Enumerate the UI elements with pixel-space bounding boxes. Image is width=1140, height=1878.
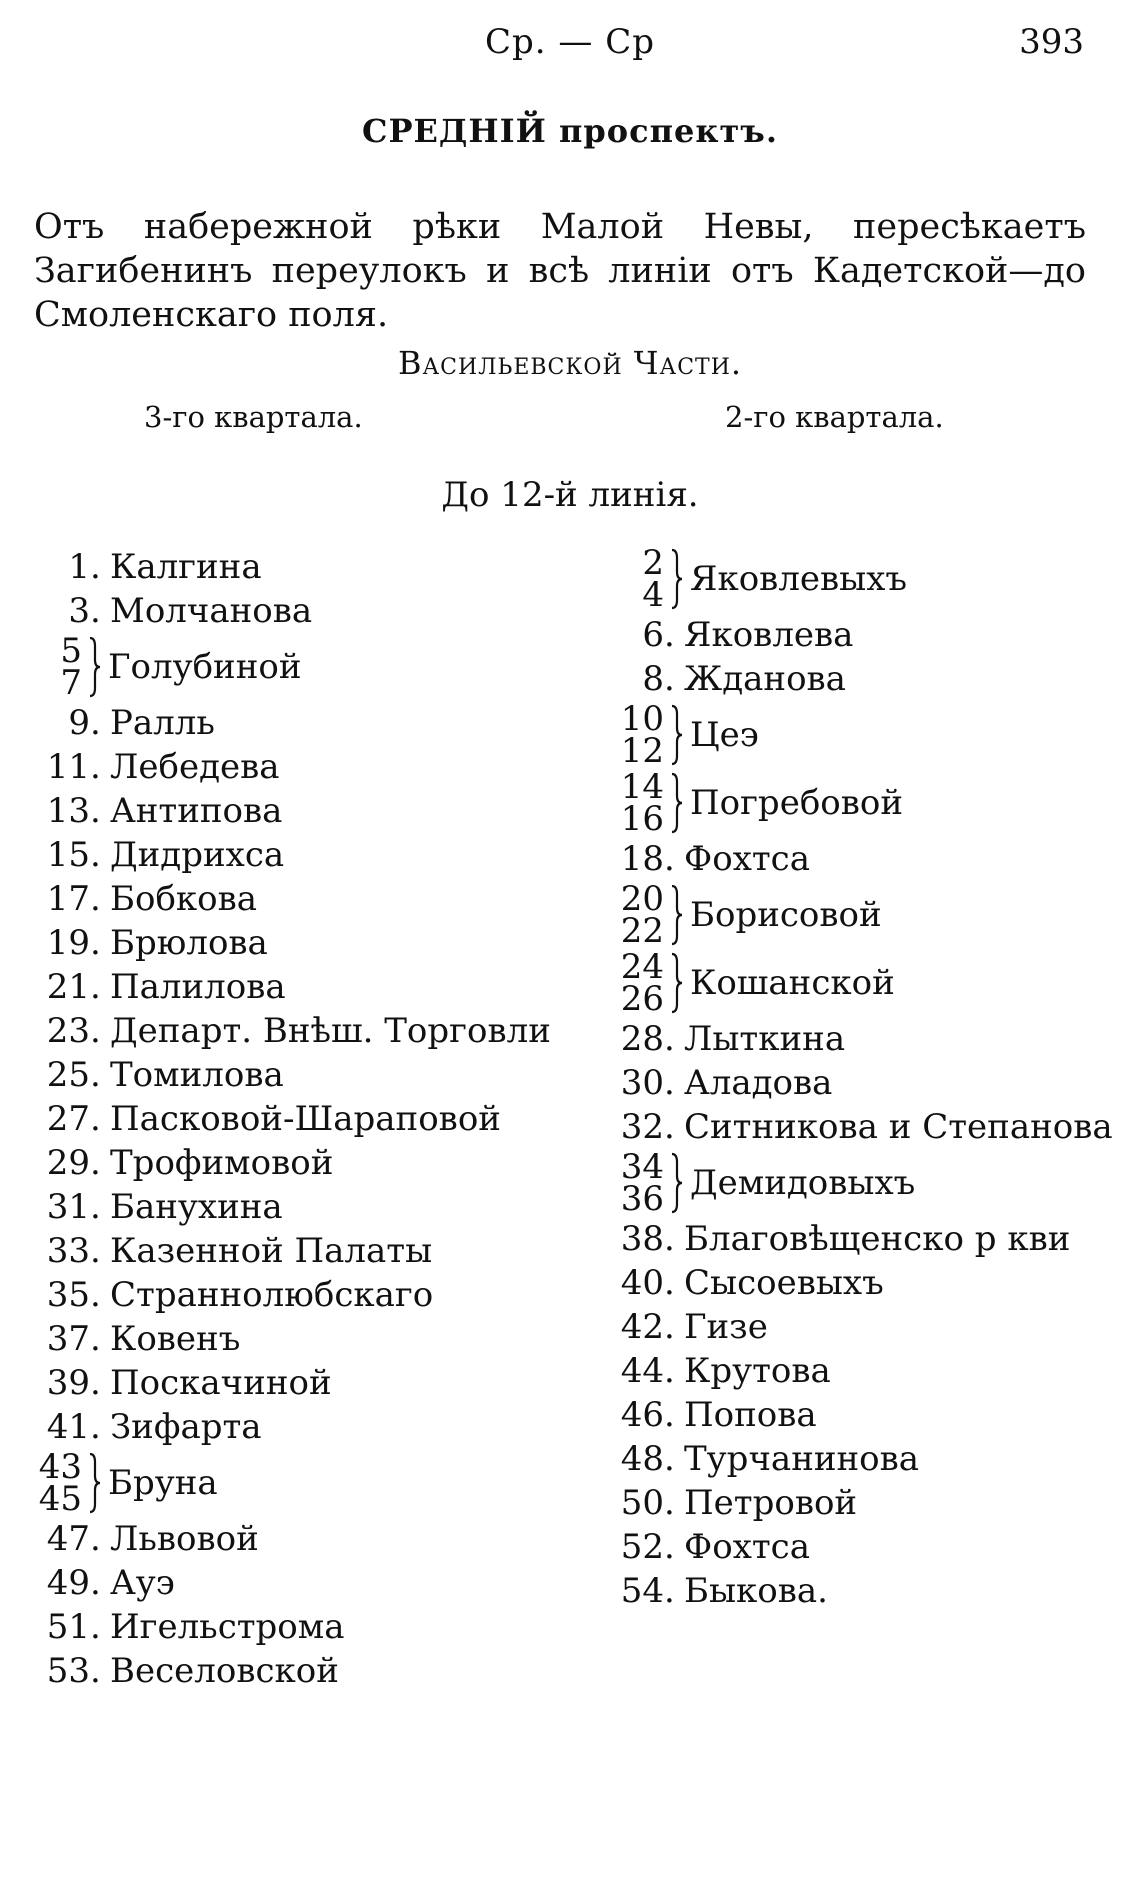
number-period: . [664,1263,675,1303]
house-number: 10 [620,699,664,739]
owner-name: Пасковой-Шараповой [110,1099,501,1139]
number-period: . [90,1319,101,1359]
house-entry [30,1361,590,1405]
house-entry [600,657,1120,701]
house-entry [600,1525,1120,1569]
number-period: . [90,1143,101,1183]
running-head-title: Ср. — Ср [485,22,655,62]
number-period: . [664,1483,675,1523]
house-number: 21 [46,967,90,1007]
house-entry [30,1517,590,1561]
owner-name: Фохтса [684,839,810,879]
owner-name: Ауэ [110,1563,175,1603]
house-entry [600,1393,1120,1437]
house-number: 20 [620,879,664,919]
grouped-house-entry [30,633,590,701]
number-period: . [90,791,101,831]
owner-name: Сысоевыхъ [684,1263,884,1303]
owner-name: Антипова [110,791,283,831]
brace [668,548,684,610]
house-numbers [30,1447,82,1519]
house-number: 9 [68,703,90,743]
owner-name: Демидовыхъ [690,1163,916,1203]
house-entry [600,1569,1120,1613]
house-numbers [600,543,664,615]
house-numbers [600,879,664,951]
house-entry [30,589,590,633]
number-period: . [664,1351,675,1391]
owner-name: Игельстрома [110,1607,345,1647]
number-period: . [90,547,101,587]
house-entry [30,1405,590,1449]
house-numbers [30,631,82,703]
house-number: 14 [620,767,664,807]
number-period: . [90,835,101,875]
curly-brace-icon [668,952,684,1014]
house-number: 25 [46,1055,90,1095]
number-period: . [90,967,101,1007]
street-description: Отъ набережной рѣки Малой Невы, пересѣкаетъ Загибенинъ переулокъ и всѣ линіи отъ Кадетской—до Смоленскаго поля. [34,207,1086,335]
owner-name: Львовой [110,1519,259,1559]
house-number: 8 [642,659,664,699]
house-entry [30,877,590,921]
number-period: . [664,1527,675,1567]
number-period: . [664,659,675,699]
brace [668,1152,684,1214]
number-period: . [90,1563,101,1603]
house-numbers [600,947,664,1019]
house-number: 23 [46,1011,90,1051]
house-number: 13 [46,791,90,831]
number-period: . [664,1107,675,1147]
number-period: . [664,1307,675,1347]
house-entry [30,1229,590,1273]
house-number: 15 [46,835,90,875]
number-period: . [90,703,101,743]
house-entry [600,1017,1120,1061]
owner-name: Ситникова и Степанова [684,1107,1113,1147]
number-period: . [90,1231,101,1271]
owner-name: Яковлевыхъ [690,559,908,599]
number-period: . [90,923,101,963]
curly-brace-icon [668,548,684,610]
grouped-house-entry [600,949,1120,1017]
house-number: 7 [60,663,82,703]
house-number: 52 [620,1527,664,1567]
house-number: 30 [620,1063,664,1103]
owner-name: Петровой [684,1483,858,1523]
house-number: 1 [68,547,90,587]
house-number: 33 [46,1231,90,1271]
brace [86,1452,102,1514]
number-period: . [90,591,101,631]
house-entry [30,921,590,965]
house-number: 12 [620,731,664,771]
house-entry [600,613,1120,657]
owner-name: Ралль [110,703,215,743]
house-entry [30,1605,590,1649]
house-number: 27 [46,1099,90,1139]
house-number: 46 [620,1395,664,1435]
house-entry [30,965,590,1009]
number-period: . [90,747,101,787]
house-number: 54 [620,1571,664,1611]
brace [668,884,684,946]
owner-name: Поскачиной [110,1363,332,1403]
house-number: 51 [46,1607,90,1647]
owner-name: Турчанинова [684,1439,920,1479]
house-number: 16 [620,799,664,839]
number-period: . [90,1099,101,1139]
house-number: 48 [620,1439,664,1479]
house-entry [30,1185,590,1229]
house-number: 40 [620,1263,664,1303]
owner-name: Брюлова [110,923,268,963]
owner-name: Веселовской [110,1651,339,1691]
owner-name: Погребовой [690,783,904,823]
number-period: . [664,1019,675,1059]
brace [668,952,684,1014]
running-head [0,22,1140,72]
house-entry [600,1217,1120,1261]
house-entry [30,1561,590,1605]
house-number: 49 [46,1563,90,1603]
house-number: 50 [620,1483,664,1523]
house-number: 5 [60,631,82,671]
quarter-right-label: 2-го квартала. [725,400,944,434]
house-entry [600,1105,1120,1149]
number-period: . [90,1407,101,1447]
house-entry [30,1649,590,1693]
number-period: . [664,1219,675,1259]
house-number: 36 [620,1179,664,1219]
grouped-house-entry [30,1449,590,1517]
house-entry [30,789,590,833]
house-entry [600,1481,1120,1525]
grouped-house-entry [600,769,1120,837]
owner-name: Быкова. [684,1571,828,1611]
owner-name: Попова [684,1395,817,1435]
owner-name: Аладова [684,1063,833,1103]
house-number: 34 [620,1147,664,1187]
owner-name: Лебедева [110,747,280,787]
house-entry [600,1261,1120,1305]
district-heading: Васильевской Части. [397,344,743,382]
owner-name: Банухина [110,1187,283,1227]
number-period: . [664,1571,675,1611]
owner-name: Благовѣщенско р кви [684,1219,1071,1259]
house-numbers [600,699,664,771]
owner-name: Гизе [684,1307,768,1347]
owner-name: Яковлева [684,615,854,655]
owner-name: Департ. Внѣш. Торговли [110,1011,551,1051]
house-entry [30,1273,590,1317]
page-number: 393 [1019,22,1084,62]
house-number: 35 [46,1275,90,1315]
house-number: 6 [642,615,664,655]
owner-name: Ковенъ [110,1319,241,1359]
house-entry [600,1305,1120,1349]
house-entry [600,1349,1120,1393]
house-number: 38 [620,1219,664,1259]
number-period: . [90,1607,101,1647]
house-number: 43 [38,1447,82,1487]
owner-name: Калгина [110,547,262,587]
house-entry [600,837,1120,881]
house-number: 44 [620,1351,664,1391]
house-entry [30,1141,590,1185]
number-period: . [664,839,675,879]
house-number: 47 [46,1519,90,1559]
owner-name: Бруна [108,1463,218,1503]
number-period: . [90,1363,101,1403]
house-entry [30,745,590,789]
house-entry [30,1053,590,1097]
house-number: 31 [46,1187,90,1227]
house-entry [600,1437,1120,1481]
owner-name: Борисовой [690,895,882,935]
owner-name: Дидрихса [110,835,285,875]
house-number: 42 [620,1307,664,1347]
grouped-house-entry [600,1149,1120,1217]
house-entry [30,1097,590,1141]
owner-name: Лыткина [684,1019,846,1059]
brace [86,636,102,698]
house-entry [30,1317,590,1361]
number-period: . [90,1187,101,1227]
house-number: 2 [642,543,664,583]
grouped-house-entry [600,545,1120,613]
number-period: . [664,1439,675,1479]
curly-brace-icon [668,884,684,946]
grouped-house-entry [600,881,1120,949]
house-number: 26 [620,979,664,1019]
owner-name: Фохтса [684,1527,810,1567]
curly-brace-icon [86,1452,102,1514]
owner-name: Жданова [684,659,846,699]
house-numbers [600,1147,664,1219]
house-number: 4 [642,575,664,615]
owner-name: Цеэ [690,715,759,755]
number-period: . [90,1275,101,1315]
number-period: . [90,1651,101,1691]
house-number: 37 [46,1319,90,1359]
section-subheading: До 12-й линія. [441,475,699,515]
curly-brace-icon [86,636,102,698]
house-number: 28 [620,1019,664,1059]
house-number: 41 [46,1407,90,1447]
house-number: 22 [620,911,664,951]
owner-name: Бобкова [110,879,258,919]
owner-name: Крутова [684,1351,831,1391]
house-number: 24 [620,947,664,987]
number-period: . [664,1063,675,1103]
brace [668,704,684,766]
house-number: 18 [620,839,664,879]
quarter-left-label: 3-го квартала. [144,400,363,434]
owner-name: Трофимовой [110,1143,334,1183]
house-entry [30,1009,590,1053]
curly-brace-icon [668,704,684,766]
owner-name: Страннолюбскаго [110,1275,434,1315]
number-period: . [90,1519,101,1559]
number-period: . [90,879,101,919]
owner-name: Молчанова [110,591,313,631]
house-number: 11 [46,747,90,787]
curly-brace-icon [668,772,684,834]
owner-name: Палилова [110,967,286,1007]
house-entry [30,545,590,589]
owner-name: Томилова [110,1055,284,1095]
number-period: . [90,1055,101,1095]
house-number: 32 [620,1107,664,1147]
curly-brace-icon [668,1152,684,1214]
even-numbers-column [600,545,1120,1613]
house-number: 39 [46,1363,90,1403]
number-period: . [664,615,675,655]
owner-name: Казенной Палаты [110,1231,433,1271]
house-number: 19 [46,923,90,963]
house-number: 45 [38,1479,82,1519]
odd-numbers-column [30,545,590,1693]
street-title: СРЕДНІЙ проспектъ. [362,112,778,150]
grouped-house-entry [600,701,1120,769]
house-number: 3 [68,591,90,631]
house-numbers [600,767,664,839]
owner-name: Кошанской [690,963,895,1003]
brace [668,772,684,834]
owner-name: Зифарта [110,1407,262,1447]
house-entry [30,833,590,877]
number-period: . [90,1011,101,1051]
owner-name: Голубиной [108,647,302,687]
number-period: . [664,1395,675,1435]
house-number: 53 [46,1651,90,1691]
house-entry [30,701,590,745]
house-entry [600,1061,1120,1105]
house-number: 17 [46,879,90,919]
house-number: 29 [46,1143,90,1183]
